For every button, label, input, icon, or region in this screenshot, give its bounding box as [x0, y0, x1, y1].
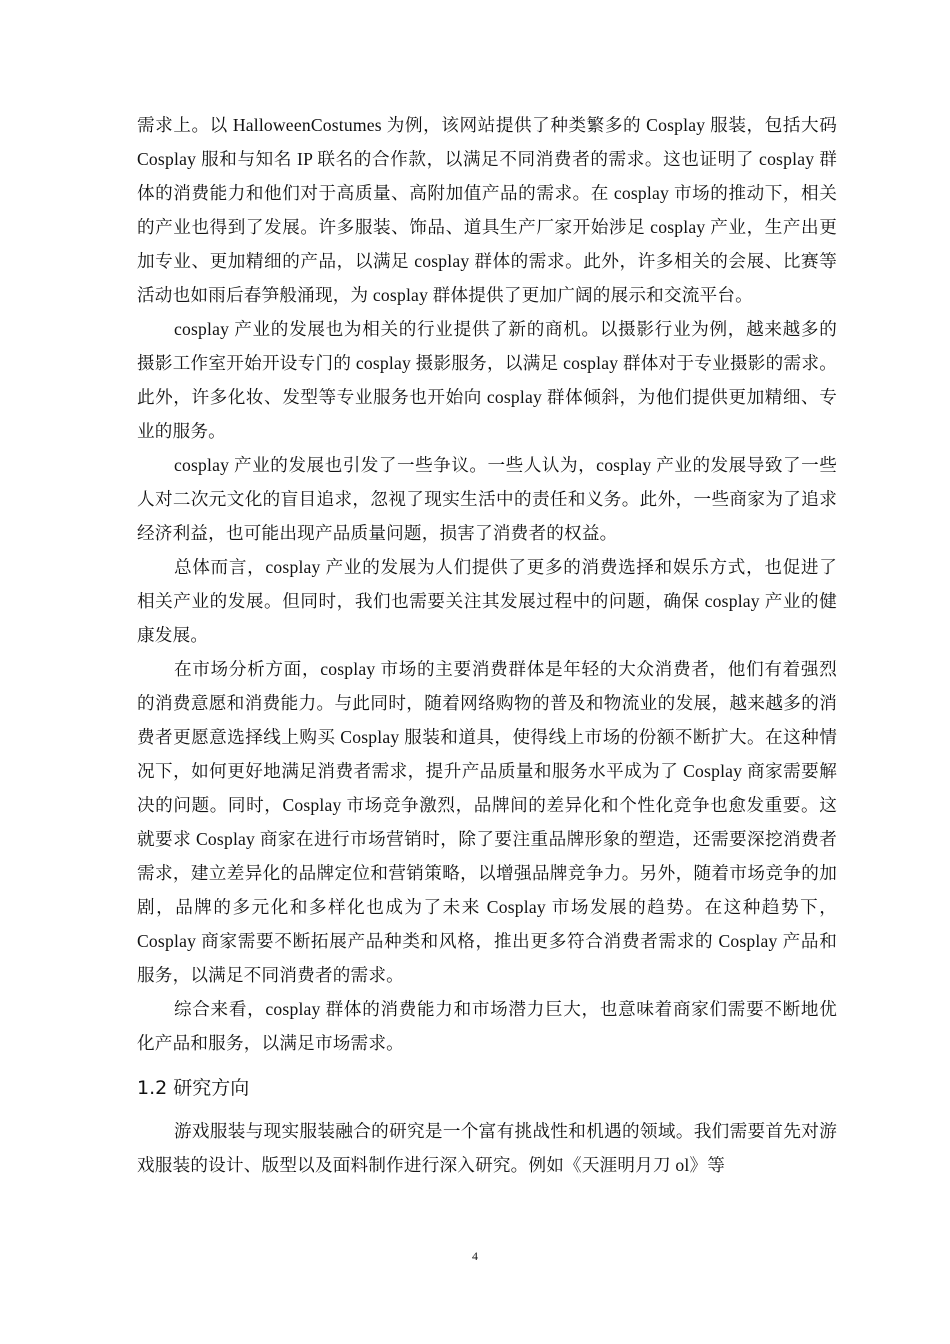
section-heading: 1.2 研究方向	[137, 1077, 250, 1099]
paragraph-photography-opportunity: cosplay 产业的发展也为相关的行业提供了新的商机。以摄影行业为例，越来越多的摄影工作室开始开设专门的 cosplay 摄影服务，以满足 cosplay 群体对于专业摄影的需求。此外，许多化妆、发型等专业服务也开始向 cosplay 群体倾斜，为他们提供更加精细、专业的服务。	[137, 319, 837, 441]
page-number: 4	[472, 1249, 478, 1263]
paragraph-market-analysis: 在市场分析方面，cosplay 市场的主要消费群体是年轻的大众消费者，他们有着强烈的消费意愿和消费能力。与此同时，随着网络购物的普及和物流业的发展，越来越多的消费者更愿意选择线上购买 Cosplay 服装和道具，使得线上市场的份额不断扩大。在这种情况下，如何更好地满足消费者需求，提升产品质量和服务水平成为了 Cosplay 商家需要解决的问题。同时，Cosplay 市场竞争激烈，品牌间的差异化和个性化竞争也愈发重要。这就要求 Cosplay 商家在进行市场营销时，除了要注重品牌形象的塑造，还需要深挖消费者需求，建立差异化的品牌定位和营销策略，以增强品牌竞争力。另外，随着市场竞争的加剧，品牌的多元化和多样化也成为了未来 Cosplay 市场发展的趋势。在这种趋势下，Cosplay 商家需要不断拓展产品种类和风格，推出更多符合消费者需求的 Cosplay 产品和服务，以满足不同消费者的需求。	[137, 659, 837, 985]
page-body	[137, 108, 837, 1182]
paragraph-conclusion: 综合来看，cosplay 群体的消费能力和市场潜力巨大，也意味着商家们需要不断地优化产品和服务，以满足市场需求。	[137, 999, 837, 1053]
paragraph-controversy: cosplay 产业的发展也引发了一些争议。一些人认为，cosplay 产业的发展导致了一些人对二次元文化的盲目追求，忽视了现实生活中的责任和义务。此外，一些商家为了追求经济利益，也可能出现产品质量问题，损害了消费者的权益。	[137, 455, 837, 543]
paragraph-research-direction: 游戏服装与现实服装融合的研究是一个富有挑战性和机遇的领域。我们需要首先对游戏服装的设计、版型以及面料制作进行深入研究。例如《天涯明月刀 ol》等	[137, 1121, 837, 1175]
paragraph-overall-summary: 总体而言，cosplay 产业的发展为人们提供了更多的消费选择和娱乐方式，也促进了相关产业的发展。但同时，我们也需要关注其发展过程中的问题，确保 cosplay 产业的健康发展。	[137, 557, 837, 645]
paragraph-continuation: 需求上。以 HalloweenCostumes 为例，该网站提供了种类繁多的 Cosplay 服装，包括大码 Cosplay 服和与知名 IP 联名的合作款，以满足不同消费者的需求。这也证明了 cosplay 群体的消费能力和他们对于高质量、高附加值产品的需求。在 cosplay 市场的推动下，相关的产业也得到了发展。许多服装、饰品、道具生产厂家开始涉足 cosplay 产业，生产出更加专业、更加精细的产品，以满足 cosplay 群体的需求。此外，许多相关的会展、比赛等活动也如雨后春笋般涌现，为 cosplay 群体提供了更加广阔的展示和交流平台。	[137, 115, 837, 305]
